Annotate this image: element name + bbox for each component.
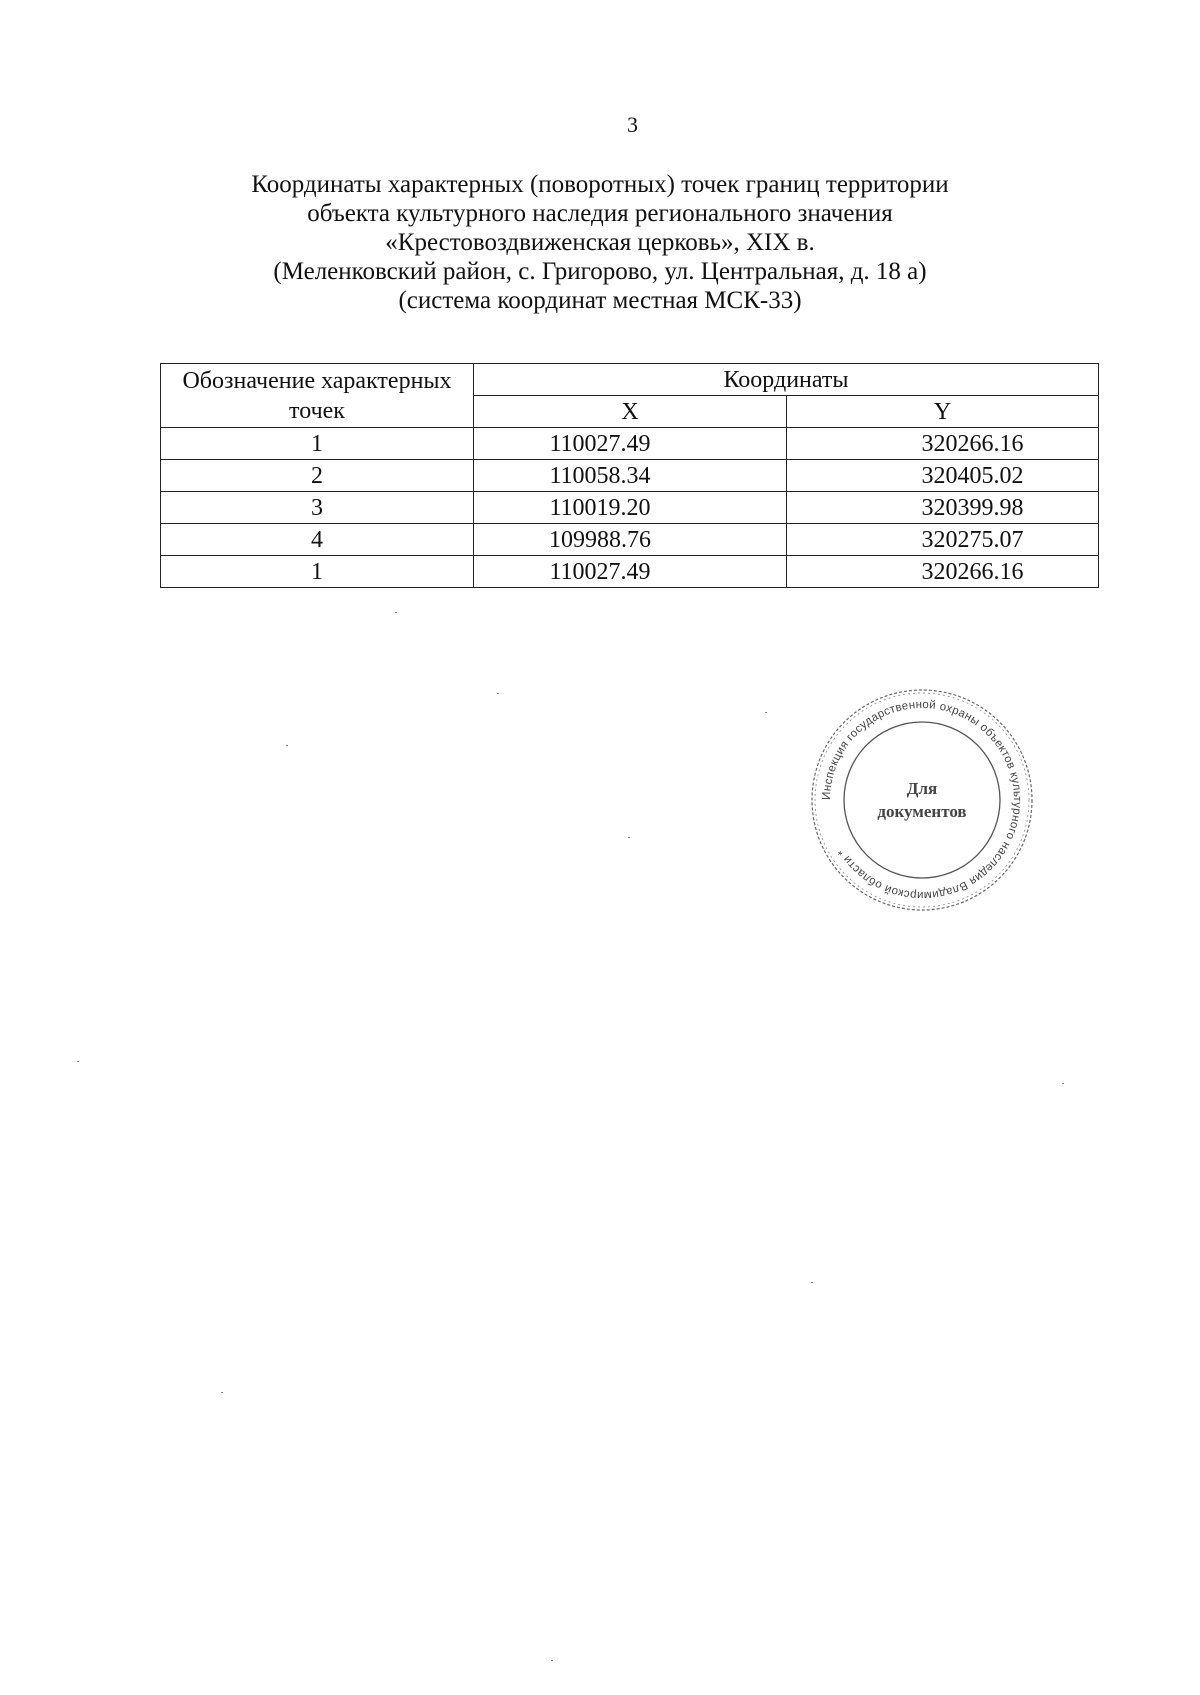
table-row (161, 460, 1099, 492)
table-row (161, 492, 1099, 524)
y-cell: 320266.16 (787, 556, 1099, 588)
scan-speck (286, 745, 288, 746)
scan-speck (221, 1392, 223, 1393)
header-point-designation: Обозначение характерных точек (161, 364, 474, 428)
header-y: Y (787, 396, 1099, 428)
heading-line-2: объекта культурного наследия регионального значения (307, 200, 893, 227)
heading-line-4: (Меленковский район, с. Григорово, ул. Центральная, д. 18 а) (273, 258, 927, 285)
header-x: X (474, 396, 787, 428)
heading-line-1: Координаты характерных (поворотных) точек границ территории (251, 171, 949, 198)
point-cell: 1 (161, 556, 474, 588)
header-coordinates: Координаты (474, 364, 1099, 396)
y-cell: 320266.16 (787, 428, 1099, 460)
scan-speck (1062, 1083, 1064, 1084)
point-cell: 1 (161, 428, 474, 460)
x-cell: 110058.34 (474, 460, 787, 492)
scan-speck (497, 693, 499, 694)
stamp-outer-ring (812, 690, 1032, 910)
point-cell: 2 (161, 460, 474, 492)
y-cell: 320275.07 (787, 524, 1099, 556)
stamp-outer-ring-2 (815, 693, 1029, 907)
heading-line-3: «Крестовоздвиженская церковь», XIX в. (385, 229, 815, 256)
coordinates-table (160, 363, 1099, 588)
y-cell: 320405.02 (787, 460, 1099, 492)
stamp-center-line-1: Для (906, 779, 938, 798)
table-row (161, 556, 1099, 588)
stamp-ring-text: Инспекция государственной охраны объектов культурного наследия Владимирской области * (820, 698, 1024, 902)
x-cell: 110027.49 (474, 428, 787, 460)
scan-speck (77, 1061, 79, 1062)
scan-speck (628, 837, 630, 838)
page-number: 3 (627, 112, 638, 137)
y-cell: 320399.98 (787, 492, 1099, 524)
x-cell: 110027.49 (474, 556, 787, 588)
scan-speck (395, 612, 397, 613)
official-stamp (808, 686, 1036, 914)
point-cell: 4 (161, 524, 474, 556)
scan-speck (765, 712, 767, 713)
scan-speck (811, 1282, 813, 1283)
heading-line-5: (система координат местная МСК-33) (398, 287, 802, 314)
document-heading (0, 170, 1200, 315)
table-row (161, 428, 1099, 460)
table-row (161, 524, 1099, 556)
x-cell: 110019.20 (474, 492, 787, 524)
stamp-center-line-2: документов (877, 802, 967, 821)
stamp-inner-ring (844, 722, 1000, 878)
point-cell: 3 (161, 492, 474, 524)
x-cell: 109988.76 (474, 524, 787, 556)
scan-speck (551, 1660, 553, 1661)
